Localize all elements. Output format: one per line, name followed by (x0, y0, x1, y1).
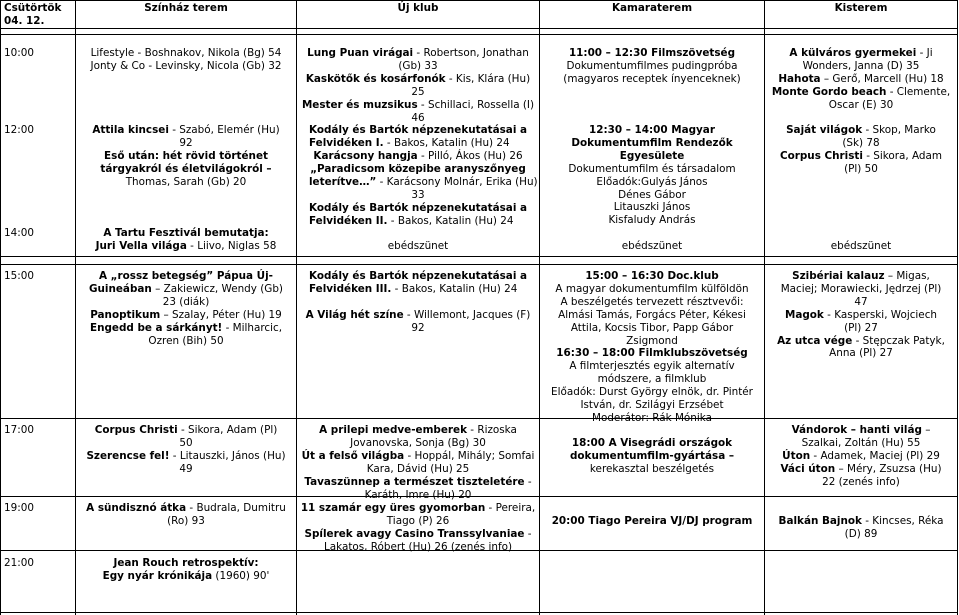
program-line: dokumentumfilm-gyártása – (569, 449, 735, 462)
program-line: Kaskötők és kosárfonók - Kis, Klára (Hu) (305, 72, 531, 85)
program-block (76, 124, 296, 189)
program-line: Kara, Dávid (Hu) 25 (366, 462, 470, 475)
program-line: 92 (179, 136, 193, 149)
program-block (540, 437, 764, 476)
program-line: A Világ hét színe - Willemont, Jacques (F) (305, 308, 531, 321)
program-line: Dénes Gábor (618, 188, 686, 201)
time-label: 19:00 (4, 502, 34, 514)
program-line: Kisfaludy András (608, 214, 696, 227)
program-line: 16:30 – 18:00 Filmklubszövetség (556, 347, 748, 360)
program-line: (Pl) 27 (844, 321, 878, 334)
time-label: 15:00 (4, 270, 34, 282)
program-line: 18:00 A Visegrádi országok (571, 437, 733, 449)
program-line: 47 (854, 295, 868, 308)
lunch-break: ebédszünet (830, 240, 892, 252)
program-line: Zsigmond (626, 334, 678, 347)
program-line: Úton - Adamek, Maciej (Pl) 29 (782, 449, 940, 462)
time-label: 21:00 (4, 557, 34, 569)
program-line: 20:00 Tiago Pereira VJ/DJ program (551, 515, 753, 527)
program-line: 33 (411, 188, 425, 201)
program-line: (Ro) 93 (167, 514, 205, 527)
program-line: Lakatos, Róbert (Hu) 26 (zenés info) (323, 540, 513, 553)
grid-line (0, 256, 958, 257)
program-line: Váci úton – Méry, Zsuzsa (Hu) (780, 462, 942, 475)
program-line: (magyaros receptek ínyenceknek) (563, 72, 741, 85)
program-line: Maciej; Morawiecki, Jędrzej (Pl) (780, 282, 942, 295)
program-line: tárgyakról és életvilágokról – (100, 162, 272, 175)
program-line: A Tartu Fesztivál bemutatja: (103, 227, 269, 239)
program-block (765, 124, 957, 176)
program-line: A prilepi medve-emberek - Rizoska (319, 424, 517, 436)
program-line: Corpus Christi - Sikora, Adam (Pl) (94, 424, 278, 436)
program-line: Kodály és Bartók népzenekutatásai a (308, 201, 528, 214)
program-line: Eső után: hét rövid történet (104, 149, 268, 162)
time-label: 14:00 (4, 227, 34, 239)
program-block (765, 424, 957, 489)
column-header-kisterem: Kisterem (834, 2, 888, 14)
program-line: 12:30 – 14:00 Magyar (589, 124, 715, 136)
program-line: Előadók:Gulyás János (596, 175, 708, 188)
program-line: (Pl) 50 (844, 162, 878, 175)
program-line: Thomas, Sarah (Gb) 20 (125, 175, 247, 188)
program-block (765, 515, 957, 541)
program-line: Moderátor: Rák Mónika (592, 411, 712, 424)
program-block (540, 124, 764, 227)
program-line: Guineában – Zakiewicz, Wendy (Gb) (89, 282, 283, 295)
grid-line (0, 28, 958, 29)
program-line: Lung Puan virágai - Robertson, Jonathan (307, 47, 529, 59)
program-line: Karáth, Imre (Hu) 20 (364, 488, 472, 501)
date-weekday: Csütörtök (4, 2, 62, 14)
program-line: Juri Vella világa - Liivo, Niglas 58 (95, 239, 277, 252)
program-line: Monte Gordo beach - Clemente, (771, 85, 951, 98)
program-line: Lifestyle - Boshnakov, Nikola (Bg) 54 (90, 47, 282, 59)
program-line: 46 (411, 111, 425, 124)
program-line: A sündisznó átka - Budrala, Dumitru (86, 502, 286, 514)
lunch-break: ebédszünet (387, 240, 449, 252)
program-block (765, 47, 957, 112)
program-line: Attila, Kocsis Tibor, Papp Gábor (570, 321, 734, 334)
date-day: 04. 12. (4, 14, 45, 27)
program-line: Felvidéken II. - Bakos, Katalin (Hu) 24 (309, 214, 514, 227)
program-line: Panoptikum – Szalay, Péter (Hu) 19 (90, 308, 282, 321)
program-line: A magyar dokumentumfilm külföldön (555, 282, 749, 295)
program-block (76, 557, 296, 583)
program-line: Egyesülete (619, 149, 685, 162)
program-block (297, 424, 539, 501)
program-line: 22 (zenés info) (822, 475, 900, 488)
program-line: Szerencse fel! - Litauszki, János (Hu) (86, 449, 286, 462)
time-label: 17:00 (4, 424, 34, 436)
program-line: Anna (Pl) 27 (829, 347, 893, 360)
program-line: Almási Tamás, Forgács Péter, Kékesi (558, 308, 746, 321)
program-line: Dokumentumfilm Rendezők (571, 136, 733, 149)
program-line: Jonty & Co - Levinsky, Nicola (Gb) 32 (90, 59, 282, 72)
program-line: (D) 89 (844, 527, 878, 540)
program-line: Vándorok – hanti világ – (791, 424, 931, 436)
program-line: Mester és muzsikus - Schillaci, Rossella (I) (301, 98, 535, 111)
program-line: Szalkai, Zoltán (Hu) 55 (801, 436, 921, 449)
program-line: A külváros gyermekei - Ji (789, 47, 933, 59)
program-line: kerekasztal beszélgetés (589, 462, 715, 475)
program-block (540, 270, 764, 425)
program-block (76, 227, 296, 253)
column-header-szinhaz: Színház terem (144, 2, 228, 14)
program-block (76, 47, 296, 73)
program-line: 50 (179, 436, 193, 449)
program-line: (Gb) 33 (398, 59, 438, 72)
program-line: Engedd be a sárkányt! - Milharcic, (89, 321, 283, 334)
program-block (297, 270, 539, 335)
program-block (540, 47, 764, 86)
program-line: (Sk) 78 (842, 136, 880, 149)
program-line: 49 (179, 462, 193, 475)
program-block (297, 47, 539, 228)
time-label: 10:00 (4, 47, 34, 59)
program-line: Dokumentumfilm és társadalom (568, 162, 736, 175)
program-block (76, 424, 296, 476)
grid-line (0, 418, 958, 419)
program-line: Ozren (Bih) 50 (148, 334, 224, 347)
program-line: Tavaszünnep a természet tiszteletére - (304, 475, 532, 488)
program-line: Balkán Bajnok - Kincses, Réka (778, 515, 944, 527)
program-line: Wonders, Janna (D) 35 (802, 59, 920, 72)
grid-line (957, 0, 958, 615)
program-line: Szibériai kalauz – Migas, (792, 270, 930, 282)
program-line: Út a felső világba - Hoppál, Mihály; Somfai (301, 449, 535, 462)
program-line: Litauszki János (613, 201, 691, 214)
program-line: leterítve…” - Karácsony Molnár, Erika (Hu) (309, 176, 538, 189)
program-line: Jovanovska, Sonja (Bg) 30 (350, 436, 486, 449)
time-label: 12:00 (4, 124, 34, 136)
program-line: István, dr. Szilágyi Erzsébet (580, 399, 724, 412)
program-line: Előadók: Durst György elnök, dr. Pintér (551, 386, 753, 399)
program-line: Egy nyár krónikája (1960) 90' (102, 569, 270, 582)
program-line: 23 (diák) (162, 295, 210, 308)
program-line: 15:00 – 16:30 Doc.klub (585, 270, 719, 282)
program-line: Dokumentumfilmes pudingpróba (566, 59, 738, 72)
program-line: „Paradicsom közepibe aranyszőnyeg (310, 163, 526, 176)
program-line: 92 (411, 321, 425, 334)
grid-line (0, 0, 958, 1)
program-block (76, 502, 296, 528)
program-line: Jean Rouch retrospektív: (113, 557, 259, 569)
program-line: Oscar (E) 30 (828, 98, 894, 111)
program-block (765, 270, 957, 360)
program-line: Az utca vége - Stępczak Patyk, (777, 334, 945, 347)
program-line: A „rossz betegség” Pápua Új- (99, 270, 273, 282)
program-line: A filmterjesztés egyik alternatív (569, 360, 735, 373)
program-block (297, 502, 539, 554)
program-block (76, 270, 296, 347)
program-block (540, 515, 764, 528)
program-line: 11:00 – 12:30 Filmszövetség (568, 47, 736, 59)
program-line: Kodály és Bartók népzenekutatásai a (308, 124, 528, 137)
grid-line (0, 0, 1, 615)
program-line: Attila kincsei - Szabó, Elemér (Hu) (92, 124, 280, 136)
program-line: 25 (411, 85, 425, 98)
grid-line (0, 34, 958, 35)
column-header-kamara: Kamaraterem (611, 2, 693, 14)
program-line: Saját világok - Skop, Marko (786, 124, 936, 136)
program-line: Tiago (P) 26 (386, 514, 450, 527)
lunch-break: ebédszünet (621, 240, 683, 252)
program-line: 11 szamár egy üres gyomorban - Pereira, (300, 502, 536, 514)
program-line: Kodály és Bartók népzenekutatásai a (308, 270, 528, 282)
program-line: módszere, a filmklub (597, 373, 707, 386)
program-line: Magok - Kasperski, Wojciech (785, 308, 937, 321)
date-header (4, 2, 74, 28)
program-line: A beszélgetés tervezett résztvevői: (560, 295, 744, 308)
grid-line (0, 264, 958, 265)
program-line: Karácsony hangja - Pilló, Ákos (Hu) 26 (313, 150, 523, 163)
column-header-ujklub: Új klub (397, 2, 439, 14)
program-line: Spílerek avagy Casino Transsylvaniae - (304, 527, 532, 540)
grid-line (0, 612, 958, 613)
program-line: Corpus Christi - Sikora, Adam (779, 149, 943, 162)
program-line: Hahota – Gerő, Marcell (Hu) 18 (778, 72, 944, 85)
program-line: Felvidéken I. - Bakos, Katalin (Hu) 24 (309, 137, 510, 150)
program-line: Felvidéken III. - Bakos, Katalin (Hu) 24 (309, 282, 518, 295)
